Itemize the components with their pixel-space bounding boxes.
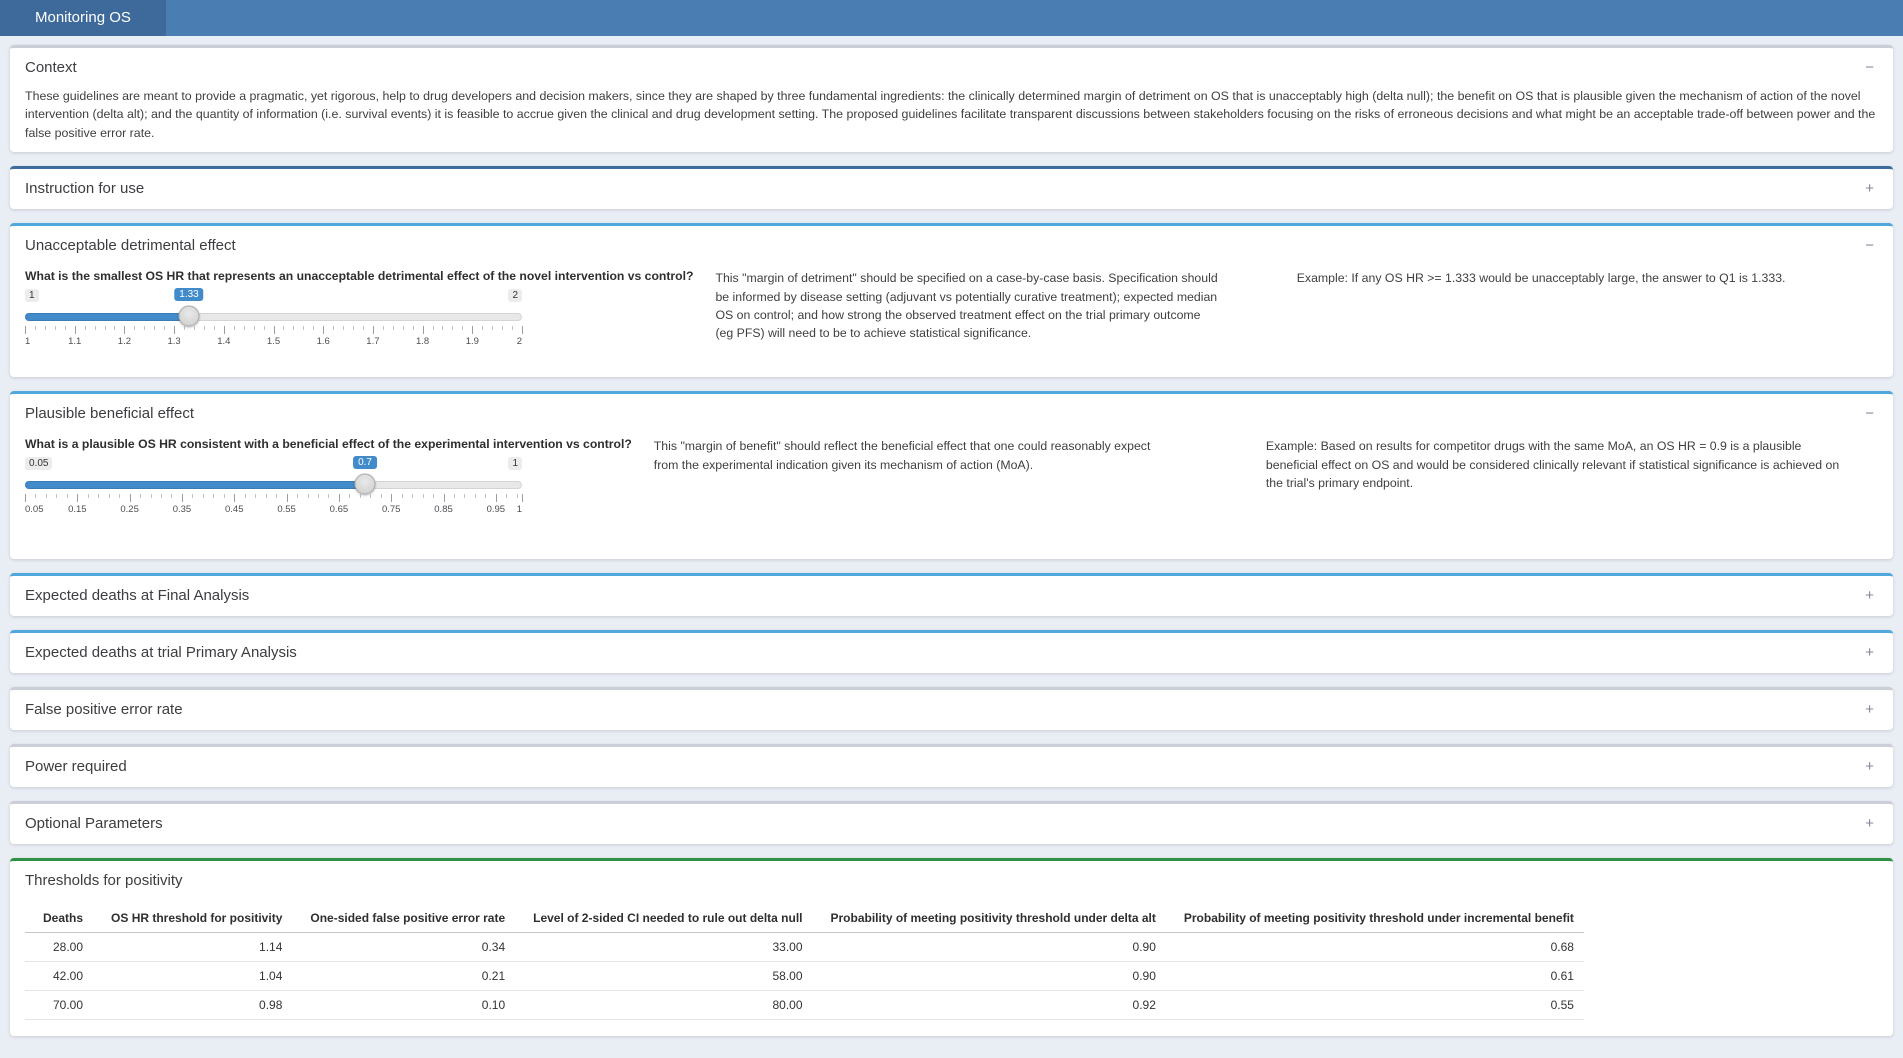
slider-major-tick xyxy=(224,326,225,334)
os-hr-benefit-slider[interactable] xyxy=(25,457,522,519)
slider-minor-tick xyxy=(234,326,235,330)
slider-minor-tick xyxy=(151,494,152,498)
slider-minor-tick xyxy=(134,326,135,330)
page-body xyxy=(0,36,1903,1058)
collapse-icon[interactable]: − xyxy=(1865,404,1874,422)
column-header: Level of 2-sided CI needed to rule out delta null xyxy=(515,904,812,933)
slider-minor-tick xyxy=(353,326,354,330)
slider-minor-tick xyxy=(184,326,185,330)
slider-minor-tick xyxy=(360,494,361,498)
slider-minor-tick xyxy=(204,326,205,330)
beneficial-note: This "margin of benefit" should reflect the beneficial effect that one could reasonably expect from the experimental indication given its mechanism of action (MoA). xyxy=(653,439,1151,472)
slider-minor-tick xyxy=(370,494,371,498)
slider-minor-tick xyxy=(403,326,404,330)
slider-filled-bar xyxy=(25,313,189,321)
panel-context xyxy=(10,45,1893,152)
slider-tick-label: 1.7 xyxy=(366,336,380,348)
slider-minor-tick xyxy=(109,494,110,498)
slider-minor-tick xyxy=(381,494,382,498)
panel-beneficial-header[interactable] xyxy=(25,402,1878,424)
expand-icon[interactable]: + xyxy=(1865,814,1874,832)
slider-major-tick xyxy=(323,326,324,334)
slider-minor-tick xyxy=(264,326,265,330)
detrimental-question: What is the smallest OS HR that represents an unacceptable detrimental effect of the novel intervention vs control? xyxy=(25,269,694,284)
beneficial-row xyxy=(25,437,1878,519)
slider-tick-label: 1.6 xyxy=(316,336,330,348)
slider-minor-tick xyxy=(98,494,99,498)
slider-minor-tick xyxy=(318,494,319,498)
slider-minor-tick xyxy=(402,494,403,498)
panel-power-required xyxy=(10,744,1893,787)
detrimental-example-column xyxy=(1297,269,1878,351)
slider-major-tick xyxy=(391,494,392,502)
column-header: Probability of meeting positivity threshold under incremental benefit xyxy=(1166,904,1584,933)
slider-major-tick xyxy=(174,326,175,334)
slider-major-tick xyxy=(124,326,125,334)
table-cell: 0.10 xyxy=(292,991,515,1020)
slider-min-label: 1 xyxy=(25,289,39,302)
table-cell: 0.90 xyxy=(813,962,1166,991)
panel-context-header[interactable] xyxy=(25,56,1878,78)
slider-minor-tick xyxy=(154,326,155,330)
slider-major-tick xyxy=(182,494,183,502)
navbar xyxy=(0,0,1903,36)
table-cell: 0.55 xyxy=(1166,991,1584,1020)
panel-thresholds-for-positivity xyxy=(10,858,1893,1036)
slider-tick-label: 1 xyxy=(25,336,31,348)
slider-tick-label: 0.65 xyxy=(329,504,349,516)
slider-tick-label: 0.75 xyxy=(381,504,401,516)
slider-minor-tick xyxy=(413,326,414,330)
slider-minor-tick xyxy=(517,494,518,498)
panel-false-positive-title: False positive error rate xyxy=(25,700,183,718)
expand-icon[interactable]: + xyxy=(1865,643,1874,661)
slider-grid xyxy=(25,326,522,350)
slider-minor-tick xyxy=(485,494,486,498)
expand-icon[interactable]: + xyxy=(1865,179,1874,197)
slider-value-label: 1.33 xyxy=(174,288,203,301)
slider-minor-tick xyxy=(56,494,57,498)
slider-tick-label: 1.5 xyxy=(266,336,281,348)
slider-min-label: 0.05 xyxy=(25,457,52,470)
slider-minor-tick xyxy=(412,494,413,498)
slider-minor-tick xyxy=(333,326,334,330)
panel-beneficial-title: Plausible beneficial effect xyxy=(25,404,194,422)
os-hr-detriment-slider[interactable] xyxy=(25,289,522,351)
slider-tick-label: 0.55 xyxy=(277,504,296,516)
slider-tick-label: 0.35 xyxy=(172,504,192,516)
table-cell: 1.04 xyxy=(93,962,292,991)
slider-minor-tick xyxy=(88,494,89,498)
panel-power-header[interactable] xyxy=(25,755,1878,777)
column-header: OS HR threshold for positivity xyxy=(93,904,292,933)
panel-final-analysis-title: Expected deaths at Final Analysis xyxy=(25,586,250,604)
detrimental-slider-column xyxy=(25,269,715,351)
context-paragraph: These guidelines are meant to provide a pragmatic, yet rigorous, help to drug developers and decision makers, since they are shaped by three fundamental ingredients: the clinically determined margin of detriment on OS that is unacceptably high (delta null); the benefit on OS that is plausible given the mechanism of action of the novel intervention (delta alt); and the quantity of information (i.e. survival events) it is feasible to accrue given the clinical and drug development setting. The proposed guidelines facilitate transparent discussions between stakeholders focusing on the risks of erroneous decisions and what might be an acceptable trade-off between power and the false positive error rate. xyxy=(25,89,1876,140)
slider-minor-tick xyxy=(55,326,56,330)
slider-minor-tick xyxy=(171,494,172,498)
slider-minor-tick xyxy=(214,326,215,330)
detrimental-note-column xyxy=(715,269,1296,351)
slider-tick-label: 1 xyxy=(516,504,522,516)
slider-minor-tick xyxy=(140,494,141,498)
slider-minor-tick xyxy=(213,494,214,498)
slider-minor-tick xyxy=(506,494,507,498)
slider-major-tick xyxy=(472,326,473,334)
column-header: Probability of meeting positivity threshold under delta alt xyxy=(813,904,1166,933)
slider-major-tick xyxy=(373,326,374,334)
panel-power-title: Power required xyxy=(25,757,127,775)
table-cell: 80.00 xyxy=(515,991,812,1020)
slider-minor-tick xyxy=(492,326,493,330)
slider-major-tick xyxy=(522,326,523,334)
table-cell: 0.98 xyxy=(93,991,292,1020)
panel-expected-deaths-final-analysis xyxy=(10,573,1893,616)
slider-minor-tick xyxy=(433,494,434,498)
panel-false-positive-error-rate xyxy=(10,687,1893,730)
column-header: Deaths xyxy=(25,904,93,933)
panel-instruction-header[interactable] xyxy=(25,177,1878,199)
slider-major-tick xyxy=(339,494,340,502)
slider-minor-tick xyxy=(224,494,225,498)
slider-filled-bar xyxy=(25,481,365,489)
slider-minor-tick xyxy=(105,326,106,330)
thresholds-table-body xyxy=(25,933,1584,1020)
slider-tick-label: 0.45 xyxy=(225,504,244,516)
slider-minor-tick xyxy=(502,326,503,330)
slider-tick-label: 1.3 xyxy=(167,336,181,348)
panel-unacceptable-detrimental-effect xyxy=(10,223,1893,377)
table-cell: 0.92 xyxy=(813,991,1166,1020)
table-cell: 58.00 xyxy=(515,962,812,991)
panel-final-analysis-header[interactable] xyxy=(25,584,1878,606)
slider-minor-tick xyxy=(349,494,350,498)
slider-minor-tick xyxy=(512,326,513,330)
slider-minor-tick xyxy=(164,326,165,330)
table-row xyxy=(25,991,1584,1020)
slider-minor-tick xyxy=(276,494,277,498)
slider-major-tick xyxy=(496,494,497,502)
slider-major-tick xyxy=(522,494,523,502)
panel-primary-analysis-header[interactable] xyxy=(25,641,1878,663)
thresholds-table xyxy=(25,904,1584,1020)
beneficial-note-column xyxy=(654,437,1266,519)
slider-grid xyxy=(25,494,522,518)
slider-minor-tick xyxy=(452,326,453,330)
slider-minor-tick xyxy=(423,494,424,498)
slider-tick-label: 1.2 xyxy=(117,336,131,348)
slider-max-label: 1 xyxy=(508,457,522,470)
table-cell: 33.00 xyxy=(515,933,812,962)
table-cell: 28.00 xyxy=(25,933,93,962)
slider-major-tick xyxy=(25,494,26,502)
beneficial-example-column xyxy=(1266,437,1878,519)
collapse-icon[interactable]: − xyxy=(1865,236,1874,254)
slider-minor-tick xyxy=(35,494,36,498)
panel-optional-parameters xyxy=(10,801,1893,844)
detrimental-example: Example: If any OS HR >= 1.333 would be unacceptably large, the answer to Q1 is 1.333. xyxy=(1296,271,1786,286)
slider-minor-tick xyxy=(303,326,304,330)
slider-minor-tick xyxy=(328,494,329,498)
slider-tick-label: 1.9 xyxy=(465,336,479,348)
slider-minor-tick xyxy=(65,326,66,330)
slider-minor-tick xyxy=(393,326,394,330)
expand-icon[interactable]: + xyxy=(1865,700,1874,718)
slider-minor-tick xyxy=(114,326,115,330)
slider-tick-label: 1.1 xyxy=(68,336,82,348)
table-cell: 42.00 xyxy=(25,962,93,991)
slider-minor-tick xyxy=(363,326,364,330)
panel-instruction-title: Instruction for use xyxy=(25,179,145,197)
panel-expected-deaths-primary-analysis xyxy=(10,630,1893,673)
slider-minor-tick xyxy=(245,494,246,498)
slider-tick-label: 1.8 xyxy=(415,336,430,348)
slider-minor-tick xyxy=(255,494,256,498)
beneficial-slider-column xyxy=(25,437,654,519)
panel-detrimental-header[interactable] xyxy=(25,234,1878,256)
slider-major-tick xyxy=(274,326,275,334)
table-cell: 0.90 xyxy=(813,933,1166,962)
slider-minor-tick xyxy=(35,326,36,330)
slider-major-tick xyxy=(234,494,235,502)
table-row xyxy=(25,933,1584,962)
slider-minor-tick xyxy=(194,326,195,330)
table-cell: 0.61 xyxy=(1166,962,1584,991)
slider-minor-tick xyxy=(283,326,284,330)
expand-icon[interactable]: + xyxy=(1865,757,1874,775)
thresholds-table-head xyxy=(25,904,1584,933)
slider-minor-tick xyxy=(266,494,267,498)
beneficial-example: Example: Based on results for competitor drugs with the same MoA, an OS HR = 0.9 is a plausible beneficial effect on OS and would be considered clinically relevant if statistical significance is achieved on the trial's primary endpoint. xyxy=(1265,439,1840,490)
slider-value-label: 0.7 xyxy=(353,456,377,469)
slider-tick-label: 0.95 xyxy=(486,504,506,516)
table-row xyxy=(25,962,1584,991)
slider-minor-tick xyxy=(464,494,465,498)
slider-tick-label: 2 xyxy=(516,336,522,348)
slider-minor-tick xyxy=(462,326,463,330)
slider-track[interactable] xyxy=(25,481,522,489)
panel-context-title: Context xyxy=(25,58,77,76)
detrimental-note: This "margin of detriment" should be specified on a case-by-case basis. Specification should be informed by disease setting (adjuvant vs potentially curative treatment); expected median OS on control; and how strong the observed treatment effect on the trial primary outcome (eg PFS) will need to be to achieve statistical significance. xyxy=(715,271,1218,341)
slider-track[interactable] xyxy=(25,313,522,321)
slider-major-tick xyxy=(423,326,424,334)
slider-minor-tick xyxy=(203,494,204,498)
detrimental-row xyxy=(25,269,1878,351)
slider-minor-tick xyxy=(313,326,314,330)
slider-minor-tick xyxy=(254,326,255,330)
slider-minor-tick xyxy=(475,494,476,498)
slider-minor-tick xyxy=(67,494,68,498)
slider-minor-tick xyxy=(192,494,193,498)
tab-monitoring-os[interactable]: Monitoring OS xyxy=(0,0,166,36)
panel-false-positive-header[interactable] xyxy=(25,698,1878,720)
slider-minor-tick xyxy=(85,326,86,330)
slider-major-tick xyxy=(130,494,131,502)
slider-minor-tick xyxy=(119,494,120,498)
panel-optional-header[interactable] xyxy=(25,812,1878,834)
slider-major-tick xyxy=(25,326,26,334)
slider-minor-tick xyxy=(244,326,245,330)
slider-minor-tick xyxy=(46,494,47,498)
panel-instruction-for-use xyxy=(10,166,1893,209)
slider-major-tick xyxy=(75,326,76,334)
slider-tick-label: 0.15 xyxy=(68,504,87,516)
slider-handle[interactable] xyxy=(355,474,376,495)
panel-thresholds-header xyxy=(25,869,1878,891)
panel-optional-title: Optional Parameters xyxy=(25,814,163,832)
panel-thresholds-title: Thresholds for positivity xyxy=(25,871,183,889)
table-cell: 1.14 xyxy=(93,933,292,962)
slider-minor-tick xyxy=(45,326,46,330)
slider-tick-label: 1.4 xyxy=(217,336,231,348)
table-cell: 70.00 xyxy=(25,991,93,1020)
slider-minor-tick xyxy=(293,326,294,330)
panel-primary-analysis-title: Expected deaths at trial Primary Analysis xyxy=(25,643,297,661)
slider-minor-tick xyxy=(343,326,344,330)
slider-tick-label: 0.85 xyxy=(434,504,453,516)
slider-minor-tick xyxy=(454,494,455,498)
expand-icon[interactable]: + xyxy=(1865,586,1874,604)
slider-minor-tick xyxy=(95,326,96,330)
panel-detrimental-title: Unacceptable detrimental effect xyxy=(25,236,236,254)
slider-major-tick xyxy=(444,494,445,502)
slider-minor-tick xyxy=(383,326,384,330)
slider-tick-label: 0.25 xyxy=(120,504,139,516)
slider-minor-tick xyxy=(297,494,298,498)
slider-minor-tick xyxy=(482,326,483,330)
header-row xyxy=(25,904,1584,933)
slider-major-tick xyxy=(77,494,78,502)
collapse-icon[interactable]: − xyxy=(1865,58,1874,76)
slider-minor-tick xyxy=(161,494,162,498)
slider-major-tick xyxy=(287,494,288,502)
table-cell: 0.21 xyxy=(292,962,515,991)
table-cell: 0.34 xyxy=(292,933,515,962)
slider-minor-tick xyxy=(308,494,309,498)
slider-minor-tick xyxy=(433,326,434,330)
slider-tick-label: 0.05 xyxy=(25,504,44,516)
slider-handle[interactable] xyxy=(179,306,200,327)
slider-minor-tick xyxy=(442,326,443,330)
column-header: One-sided false positive error rate xyxy=(292,904,515,933)
beneficial-question: What is a plausible OS HR consistent with a beneficial effect of the experimental intervention vs control? xyxy=(25,437,632,452)
slider-max-label: 2 xyxy=(508,289,522,302)
table-cell: 0.68 xyxy=(1166,933,1584,962)
panel-plausible-beneficial-effect xyxy=(10,391,1893,559)
slider-minor-tick xyxy=(144,326,145,330)
